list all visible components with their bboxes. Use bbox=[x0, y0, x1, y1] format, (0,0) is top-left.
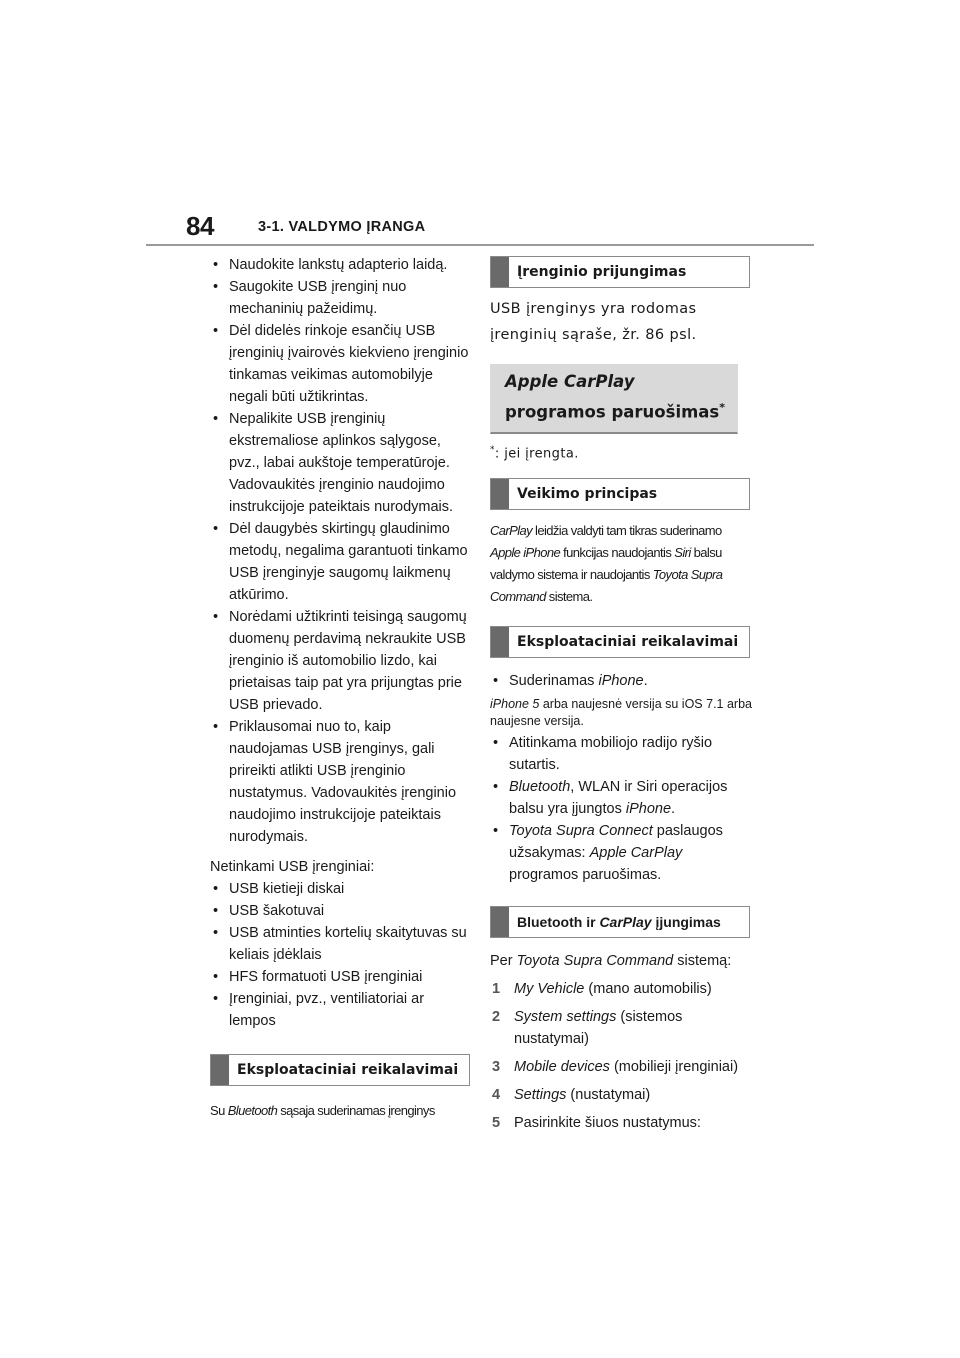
list-item: • Įrenginiai, pvz., ventiliatoriai ar lempos bbox=[210, 988, 472, 1032]
connect-text: USB įrenginys yra rodomas įrenginių sąraše, žr. 86 psl. bbox=[490, 301, 697, 343]
section-heading bbox=[490, 256, 750, 288]
step-number: 2 bbox=[492, 1008, 501, 1025]
footnote-marker: * bbox=[719, 401, 726, 414]
text-span: Bluetooth bbox=[509, 778, 571, 795]
text-span: funkcijas naudojantis bbox=[560, 544, 675, 560]
text-span: Toyota Supra Command bbox=[516, 952, 674, 969]
section-heading bbox=[490, 478, 750, 510]
text-span: Siri bbox=[674, 544, 691, 560]
list-item bbox=[490, 776, 752, 820]
step-item bbox=[490, 1112, 752, 1134]
page-number: 84 bbox=[186, 211, 214, 241]
section-heading-text: Įrenginio prijungimas bbox=[517, 264, 687, 280]
step-item bbox=[490, 978, 752, 1000]
list-item: • USB atminties kortelių skaitytuvas su keliais įdėklais bbox=[210, 922, 472, 966]
text-span: sistema. bbox=[545, 588, 593, 604]
requirements-list bbox=[490, 670, 752, 692]
step-item bbox=[490, 1006, 752, 1050]
list-item bbox=[490, 820, 752, 886]
header-rule bbox=[146, 244, 814, 246]
text-span: (mobilieji įrenginiai) bbox=[609, 1058, 739, 1075]
list-item: • Saugokite USB įrenginį nuo mechaninių pažeidimų. bbox=[210, 276, 472, 320]
carplay-heading bbox=[490, 364, 738, 434]
text-span: Toyota Supra Command bbox=[490, 566, 723, 604]
left-column bbox=[210, 254, 472, 1122]
footnote bbox=[490, 442, 752, 462]
step-number: 1 bbox=[492, 980, 501, 997]
list-item bbox=[490, 670, 752, 692]
text-span: iPhone bbox=[598, 672, 644, 689]
text-span: programos paruošimas bbox=[505, 402, 720, 422]
text-span: Apple iPhone bbox=[490, 544, 561, 560]
text-span: iPhone bbox=[625, 800, 672, 817]
text-span: iPhone 5 bbox=[490, 696, 540, 711]
step-number: 3 bbox=[492, 1058, 501, 1075]
text-span: (mano automobilis) bbox=[584, 980, 712, 997]
list-item: • USB kietieji diskai bbox=[210, 878, 472, 900]
text-span: Apple CarPlay bbox=[505, 372, 635, 391]
text-span: Per bbox=[490, 952, 517, 969]
text-span: . bbox=[671, 800, 676, 817]
requirement-note bbox=[490, 696, 752, 730]
list-item: • Nepalikite USB įrenginių ekstremaliose aplinkos sąlygose, pvz., labai aukštoje temperatūroje. Vadovaukitės įrenginio naudojimo instrukcijoje pateiktais nurodymais. bbox=[210, 408, 472, 518]
right-column bbox=[490, 256, 752, 1134]
requirements-list-2 bbox=[490, 732, 752, 886]
text-span: (nustatymai) bbox=[566, 1086, 651, 1103]
requirement-text bbox=[210, 1100, 472, 1122]
text-span: . bbox=[643, 672, 648, 689]
unsuitable-list bbox=[210, 878, 472, 1032]
text-span: System settings bbox=[514, 1008, 617, 1025]
list-item: • Norėdami užtikrinti teisingą saugomų duomenų perdavimą nekraukite USB įrenginio iš automobilio lizdo, kai prietaisas taip pat yra prijungtas prie USB prievado. bbox=[210, 606, 472, 716]
list-item: • Naudokite lankstų adapterio laidą. bbox=[210, 254, 472, 276]
list-item: • Dėl daugybės skirtingų glaudinimo metodų, negalima garantuoti tinkamo USB įrenginyje saugomų laikmenų atkūrimo. bbox=[210, 518, 472, 606]
text-span: balsu valdymo sistema ir naudojantis bbox=[490, 544, 722, 582]
text-span: programos paruošimas. bbox=[509, 866, 662, 883]
principle-text bbox=[490, 520, 752, 608]
text-span: CarPlay bbox=[490, 522, 533, 538]
text-span: Suderinamas bbox=[509, 672, 599, 689]
step-number: 5 bbox=[492, 1114, 501, 1131]
text-span: My Vehicle bbox=[514, 980, 585, 997]
usb-notes-list bbox=[210, 254, 472, 848]
section-heading bbox=[210, 1054, 470, 1086]
step-item bbox=[490, 1056, 752, 1078]
text-span: CarPlay bbox=[599, 913, 652, 930]
section-heading-text: Veikimo principas bbox=[517, 485, 658, 502]
text-span: Su bbox=[210, 1103, 228, 1118]
list-item: • HFS formatuoti USB įrenginiai bbox=[210, 966, 472, 988]
list-item: • Priklausomai nuo to, kaip naudojamas USB įrenginys, gali prireikti atlikti USB įrenginio nustatymus. Vadovaukitės įrenginio naudojimo instrukcijoje pateiktais nurodymais. bbox=[210, 716, 472, 848]
section-heading-text: Eksploataciniai reikalavimai bbox=[517, 633, 739, 650]
footnote-marker: * bbox=[490, 444, 495, 455]
text-span: Toyota Supra Connect bbox=[509, 822, 653, 839]
section-title: 3-1. VALDYMO ĮRANGA bbox=[258, 219, 426, 235]
unsuitable-title: Netinkami USB įrenginiai: bbox=[210, 859, 375, 875]
section-heading bbox=[490, 906, 750, 938]
steps-list bbox=[490, 978, 752, 1134]
text-span: Pasirinkite šiuos nustatymus: bbox=[514, 1114, 701, 1131]
list-item: • USB šakotuvai bbox=[210, 900, 472, 922]
section-heading bbox=[490, 626, 750, 658]
text-span: , WLAN ir Siri operacijos balsu yra įjungtos bbox=[509, 778, 728, 817]
text-span: sąsaja suderinamas įrenginys bbox=[277, 1103, 435, 1118]
via-text bbox=[490, 950, 752, 972]
text-span: Mobile devices bbox=[514, 1058, 610, 1075]
text-span: Bluetooth bbox=[227, 1103, 278, 1118]
text-span: Apple CarPlay bbox=[589, 844, 683, 861]
text-span: arba naujesnė versija su iOS 7.1 arba naujesne versija. bbox=[490, 696, 752, 728]
list-item: • Atitinkama mobiliojo radijo ryšio sutartis. bbox=[490, 732, 752, 776]
text-span: paslaugos užsakymas: bbox=[509, 822, 723, 861]
text-span: leidžia valdyti tam tikras suderinamo bbox=[532, 522, 722, 538]
text-span: Settings bbox=[514, 1086, 567, 1103]
text-span: Bluetooth ir bbox=[517, 913, 600, 930]
text-span: įjungimas bbox=[651, 913, 721, 930]
list-item: • Dėl didelės rinkoje esančių USB įrenginių įvairovės kiekvieno įrenginio tinkamas veikimas automobilyje negali būti užtikrintas. bbox=[210, 320, 472, 408]
text-span: (sistemos nustatymai) bbox=[514, 1008, 683, 1047]
step-item bbox=[490, 1084, 752, 1106]
section-heading-text: Eksploataciniai reikalavimai bbox=[237, 1062, 459, 1078]
step-number: 4 bbox=[492, 1086, 501, 1103]
text-span: sistemą: bbox=[673, 952, 732, 969]
text-span: : jei įrengta. bbox=[494, 445, 579, 461]
